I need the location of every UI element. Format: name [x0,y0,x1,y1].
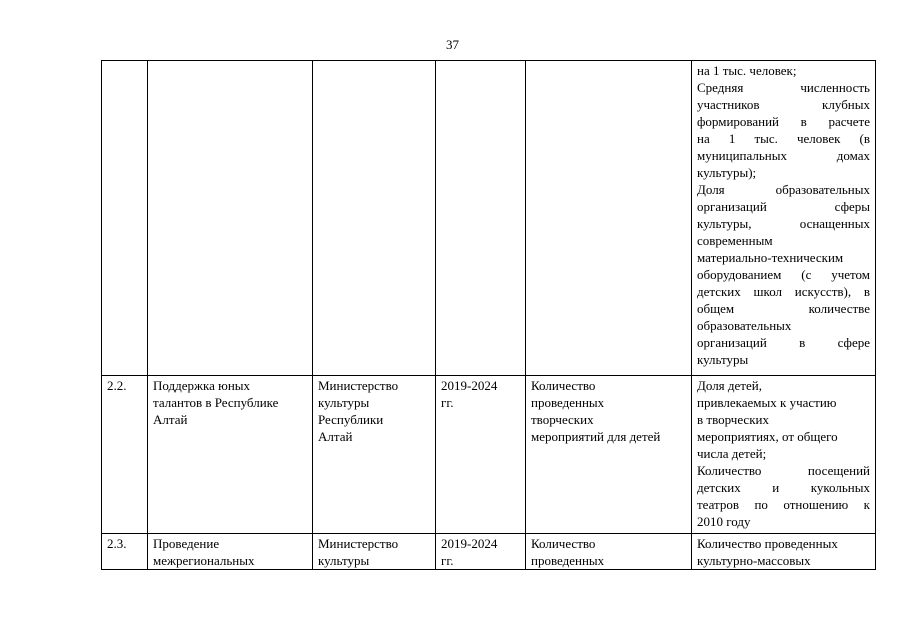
cell-text-line: культуры [318,395,370,410]
cell-text-line: Алтай [153,412,188,427]
cell-text-line: детских и кукольных [697,480,870,495]
cell-text-line: муниципальных домах [697,148,870,163]
cell-text-line: проведенных [531,553,605,568]
cell-text-line: Алтай [318,429,353,444]
cell-result [526,376,692,534]
cell-indicator [692,61,876,376]
cell-text-line: участников клубных [697,97,870,112]
cell-text-line: театров по отношению к [697,497,870,512]
cell-executor [313,376,436,534]
cell-text-line: проведенных [531,395,605,410]
table-row [102,376,876,534]
cell-text-line: на 1 тыс. человек (в [697,131,870,146]
cell-text-line: образовательных [697,318,792,333]
cell-text-line: Доля образовательных [697,182,870,197]
cell-text-line: современным [697,233,773,248]
cell-text-line: детских школ искусств), в [697,284,870,299]
cell-text-line: материально-техническим [697,250,844,265]
cell-text-line: Министерство [318,378,399,393]
cell-text-line: культуры [318,553,370,568]
cell-text-line: гг. [441,553,454,568]
cell-text-line: 2019-2024 [441,536,498,551]
cell-text-line: привлекаемых к участию [697,395,837,410]
cell-indicator [692,534,876,570]
cell-text-line: культуры [697,352,749,367]
cell-activity-name [148,376,313,534]
cell-text-line: оборудованием (с учетом [697,267,870,282]
cell-text-line: гг. [441,395,454,410]
cell-text-line: организаций в сфере [697,335,870,350]
cell-result [526,61,692,376]
cell-text-line: Проведение [153,536,220,551]
cell-text-line: формирований в расчете [697,114,870,129]
cell-text-line: межрегиональных [153,553,255,568]
cell-text-line: 2.3. [107,536,127,551]
cell-activity-name [148,61,313,376]
cell-period [436,61,526,376]
cell-text-line: культурно-массовых [697,553,811,568]
cell-text-line: 2019-2024 [441,378,498,393]
page-number: 37 [446,37,459,52]
cell-result [526,534,692,570]
cell-text-line: мероприятий для детей [531,429,661,444]
cell-executor [313,534,436,570]
cell-text-line: Поддержка юных [153,378,251,393]
cell-text-line: на 1 тыс. человек; [697,63,797,78]
cell-text-line: 2.2. [107,378,127,393]
cell-text-line: 2010 году [697,514,751,529]
cell-text-line: в творческих [697,412,769,427]
cell-number [102,61,148,376]
table-row [102,61,876,376]
cell-text-line: Количество посещений [697,463,870,478]
cell-number [102,376,148,534]
cell-text-line: числа детей; [697,446,767,461]
cell-text-line: организаций сферы [697,199,870,214]
cell-text-line: Доля детей, [697,378,762,393]
cell-text-line: творческих [531,412,594,427]
cell-text-line: культуры); [697,165,757,180]
cell-indicator [692,376,876,534]
cell-period [436,534,526,570]
cell-text-line: Количество [531,378,596,393]
cell-period [436,376,526,534]
cell-text-line: талантов в Республике [153,395,279,410]
program-activities-table [101,60,876,570]
cell-text-line: Республики [318,412,384,427]
cell-text-line: Средняя численность [697,80,870,95]
cell-activity-name [148,534,313,570]
cell-text-line: мероприятиях, от общего [697,429,838,444]
cell-text-line: Министерство [318,536,399,551]
table-row [102,534,876,570]
cell-number [102,534,148,570]
cell-executor [313,61,436,376]
cell-text-line: Количество проведенных [697,536,838,551]
cell-text-line: культуры, оснащенных [697,216,870,231]
cell-text-line: общем количестве [697,301,870,316]
cell-text-line: Количество [531,536,596,551]
